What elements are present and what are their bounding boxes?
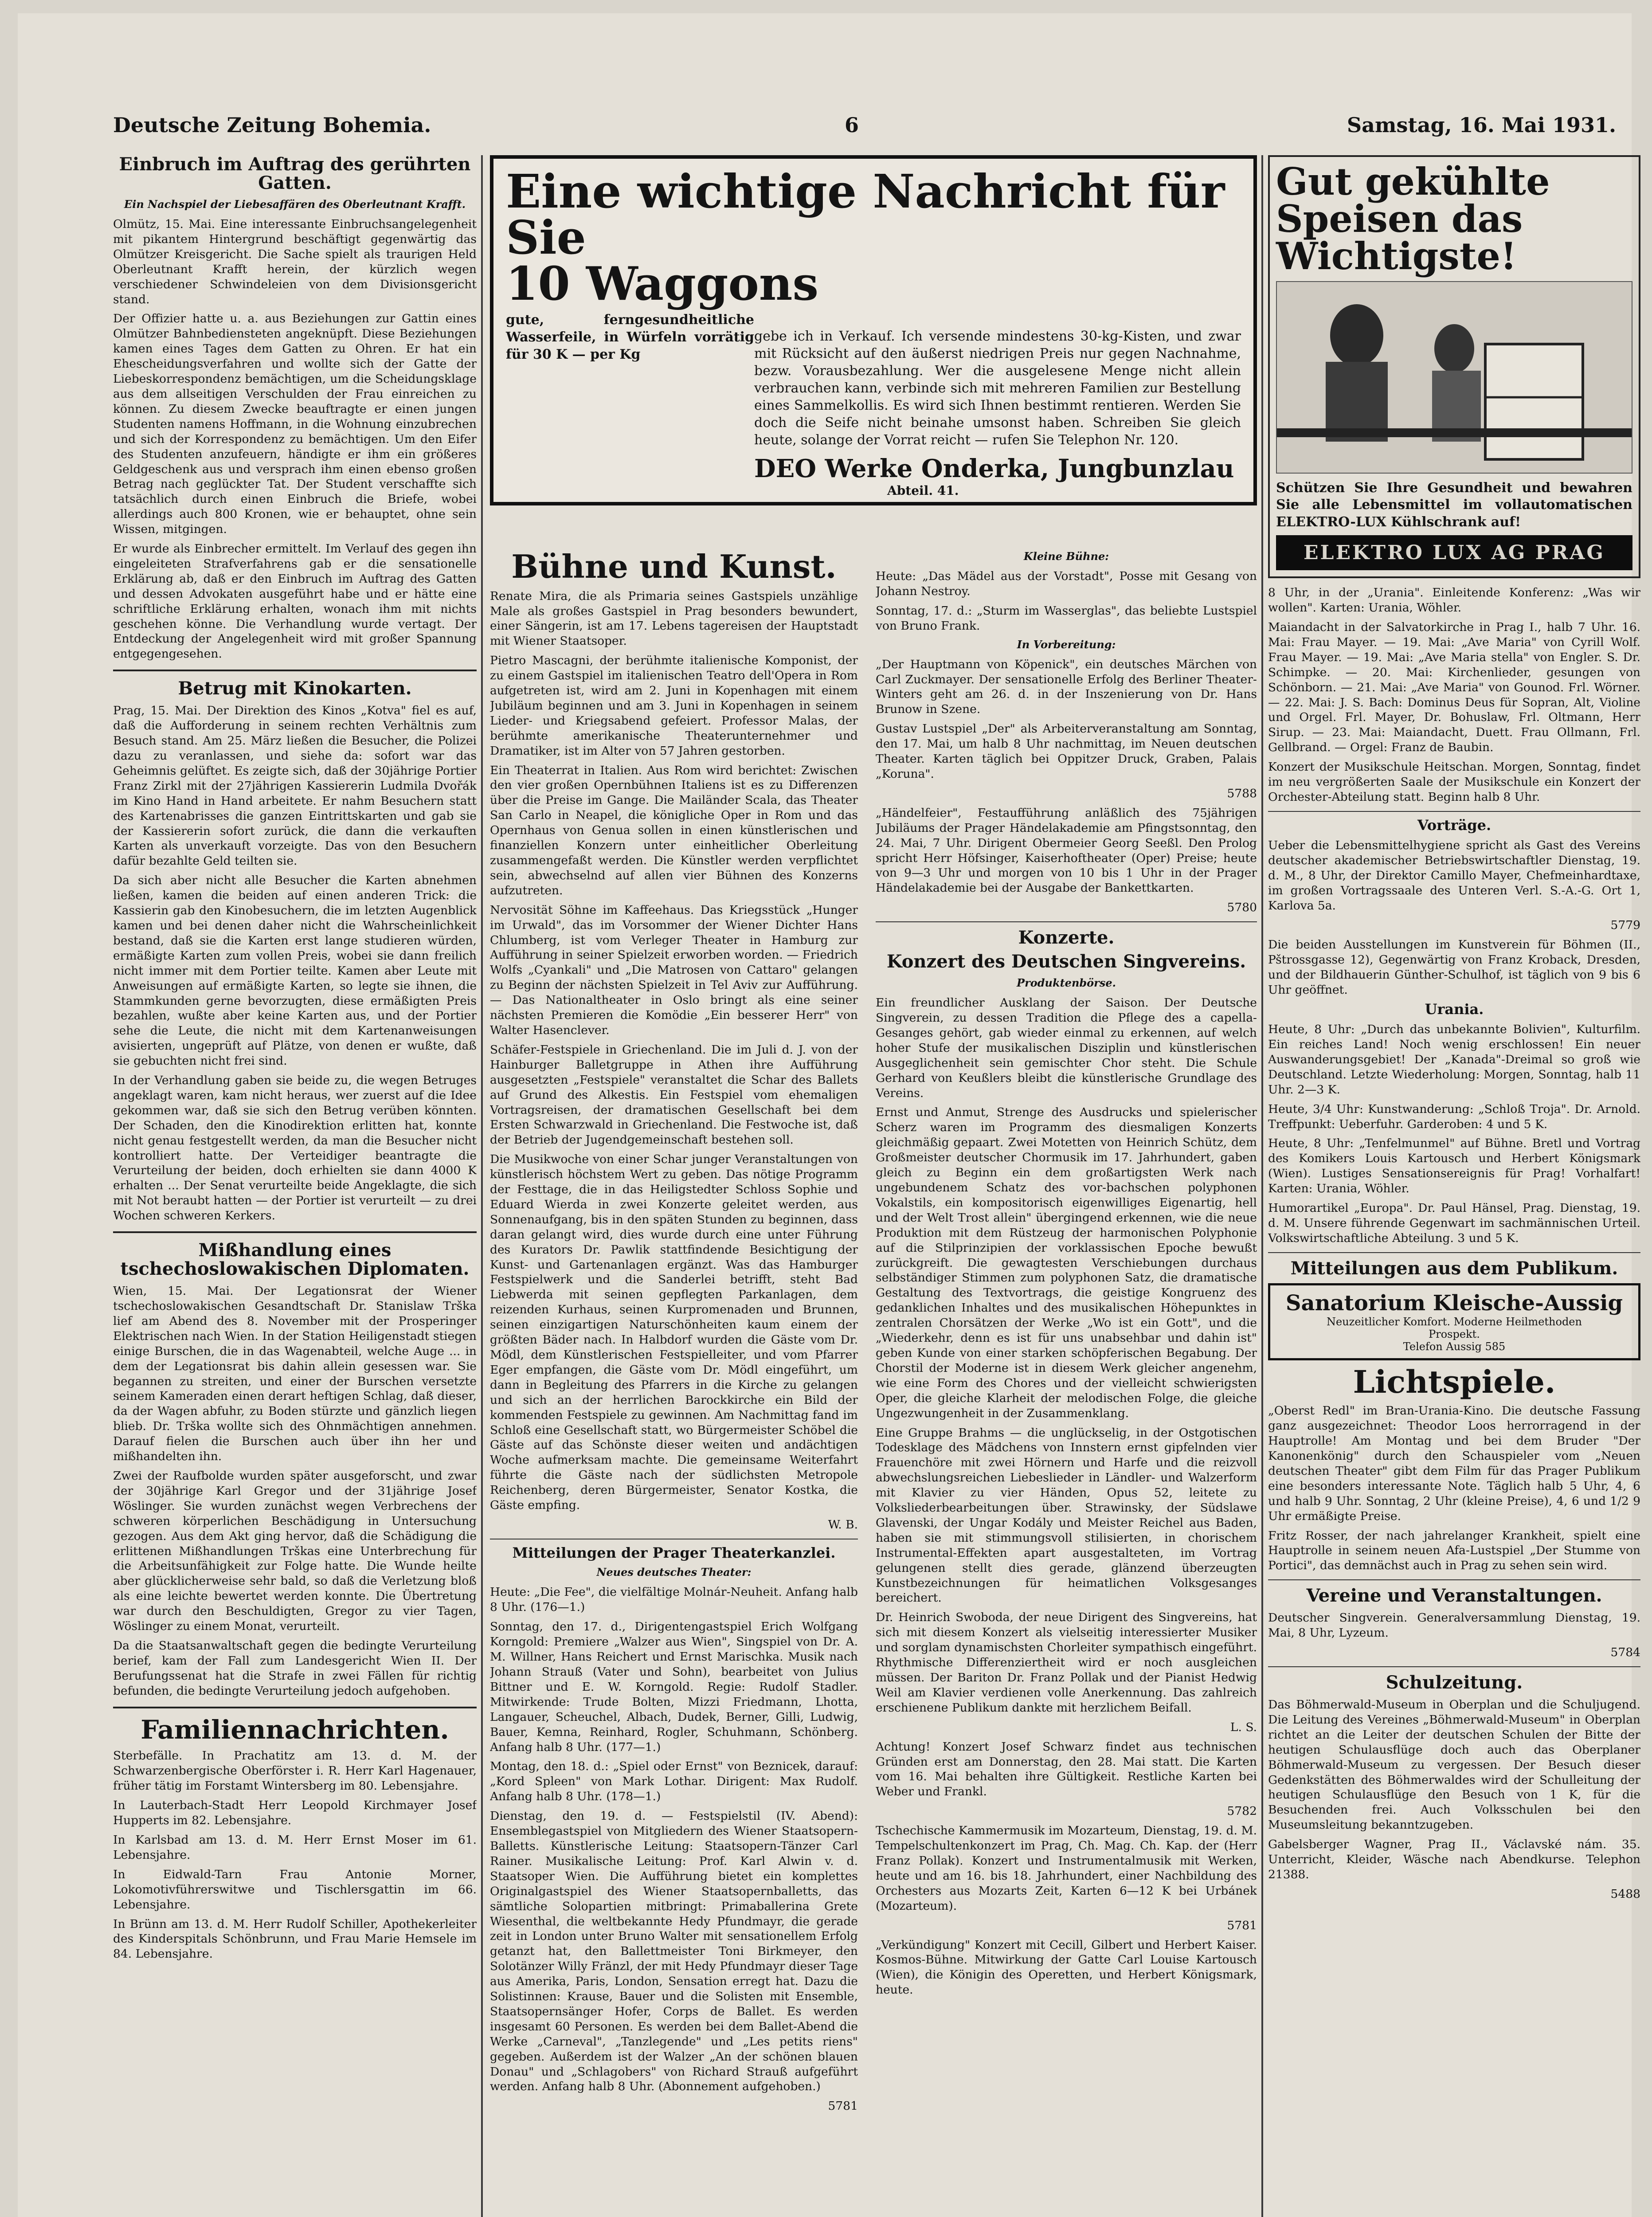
- column-middle-left: [490, 550, 858, 2217]
- section-title: Vorträge.: [1417, 816, 1491, 834]
- article-signature: L. S.: [1230, 1720, 1257, 1734]
- reference-number: 5788: [1227, 786, 1257, 800]
- article-paragraph: Der Offizier hatte u. a. aus Beziehungen zur Gattin eines Olmützer Bahnbediensteten angeknüpft. Diese Beziehungen kamen eines Tages dem Gatten zu Ohren. Er hat ein Ehescheidungsverfahren und wollte sich der Gatte der Liebeskorrespondenz bemächtigen, um die Scheidungsklage aus dem allseitigen Verschulden der Frau einreichen zu können. Zu diesem Zwecke beauftragte er einen jungen Studenten namens Hoffmann, in die Wohnung einzubrechen und sich der Korrespondenz zu bemächtigen. Um den Eifer des Studenten anzufeuern, händigte er ihm ein größeres Geldgeschenk aus und versprach ihm einen ebenso großen Betrag nach geglückter Tat. Der Student verschaffte sich tatsächlich durch einen Einbruch die Briefe, wobei allerdings auch 800 Kronen, wie er behauptet, ohne sein Wissen, mitgingen.: [113, 312, 477, 537]
- section-title: Schulzeitung.: [1386, 1672, 1523, 1693]
- article-subtitle: Produktenbörse.: [1017, 976, 1116, 990]
- ad-illustration: [1276, 281, 1632, 474]
- ad-small-text: gute, ferngesundheitliche Wasserfeile, in Würfeln vorrätig für 30 K — per Kg: [506, 312, 754, 362]
- article-paragraph: Heute: „Das Mädel aus der Vorstadt", Posse mit Gesang von Johann Nestroy.: [876, 569, 1257, 598]
- article-paragraph: Nervosität Söhne im Kaffeehaus. Das Kriegsstück „Hunger im Urwald", das im Vorsommer der Wiener Dichter Hans Chlumberg, ist vom Verleger Theater in Hamburg zur Aufführung in seiner Spielzeit erworben worden. — Friedrich Wolfs „Cyankali" und „Die Matrosen von Cattaro" gelangen zu Beginn der nächsten Spielzeit in Tel Aviv zur Aufführung. — Das Nationaltheater in Oslo bringt als eine seiner nächsten Premieren die Komödie „Ein besserer Herr" von Walter Hasenclever.: [490, 903, 858, 1037]
- sanatorium-line: Neuzeitlicher Komfort. Moderne Heilmethoden: [1327, 1315, 1582, 1328]
- article-paragraph: Schäfer-Festspiele in Griechenland. Die im Juli d. J. von der Hainburger Balletgruppe in Athen ihre Aufführung ausgesetzten „Festspiele" veranstaltet die Schar des Ballets auf Grund des Alkestis. Ein Festspiel vom ehemaligen Vortragsreisen, der dramatischen Gesellschaft bei dem Ersten Schwarzwald in Griechenland. Die Festwoche ist, daß der Betrieb der Jugendgemeinschaft bestehen soll.: [490, 1042, 858, 1147]
- page-number: 6: [845, 113, 859, 137]
- subsection-title: Mitteilungen der Prager Theaterkanzlei.: [512, 1544, 836, 1561]
- section-title: Vereine und Veranstaltungen.: [1306, 1585, 1602, 1606]
- ad-body: Schützen Sie Ihre Gesundheit und bewahren Sie alle Lebensmittel im vollautomatischen ELEKTRO-LUX Kühlschrank auf!: [1276, 480, 1632, 530]
- article-title: Konzert des Deutschen Singvereins.: [886, 951, 1246, 972]
- article-paragraph: Prag, 15. Mai. Der Direktion des Kinos „Kotva" fiel es auf, daß die Aufforderung in seinem rechten Verhältnis zum Besuch stand. Am 25. März ließen die Besucher, die Polizei dazu zu veranlassen, und siehe da: sofort war das Geheimnis gelüftet. Es zeigte sich, daß der 30jährige Portier Franz Zirkl mit der 27jährigen Kassiererin Ludmila Dvořák im Kino Hand in Hand arbeitete. Er nahm Besuchern statt des Kartenabrisses die ganzen Eintrittskarten und gab sie der Kassiererin sofort zurück, die dann die verkauften Karten als unverkauft vorzeigte. Das von den Besuchern dafür bezahlte Geld teilten sie.: [113, 704, 477, 868]
- article-paragraph: Ernst und Anmut, Strenge des Ausdrucks und spielerischer Scherz waren im Programm des diesmaligen Konzerts gleichmäßig gepaart. Zwei Motetten von Heinrich Schütz, dem Großmeister deutscher Chormusik im 17. Jahrhundert, gaben gleich zu Beginn ein dem großartigsten Werk nach ungebundenem Schatz des vor-bachschen polyphonen Vokalstils, ein kompositorisch eigenwilliges Eigenartig, hell und der Welt Trost allein" übergingend erkennen, wie die neue Produktion mit dem Rüstzeug der harmonischen Polyphonie auf die Stilprinzipien der vorklassischen Epoche bewußt zurückgreift. Die gewagtesten Verschiebungen durchaus selbständiger Stimmen zum polyphonen Satz, die dramatische Gestaltung des Textvortrags, die geistige Kongruenz des gedanklichen Inhaltes und des musikalischen Höhepunktes in zentralen Chorsätzen der Werke „Wo ist ein Gott", und die „Wiederkehr, denn es ist für uns unabsehbar und dahin ist" geben Kunde von einer starken schöpferischen Begabung. Der Chorstil der Moderne ist in diesem Werk gleicher angenehm, wie eine Form des Chores und der vielleicht schwierigsten Oper, die gleiche Klarheit der melodischen Folge, die gleiche Ungezwungenheit in der Zusammenklang.: [876, 1105, 1257, 1420]
- article-paragraph: Ein Theaterrat in Italien. Aus Rom wird berichtet: Zwischen den vier großen Opernbühnen Italiens ist es zu Differenzen über die Preise im Gange. Die Mailänder Scala, das Theater San Carlo in Neapel, die königliche Oper in Rom und das Opernhaus von Genua sollen in einen künstlerischen und finanziellen Konzern unter einheitlicher Oberleitung zusammengefaßt werden. Die Künstler werden verpflichtet sein, abwechselnd auf allen vier Bühnen des Konzerns aufzutreten.: [490, 763, 858, 897]
- newspaper-name: Deutsche Zeitung Bohemia.: [113, 113, 431, 137]
- divider: [113, 1707, 477, 1708]
- ad-headline-2: 10 Waggons: [506, 256, 819, 311]
- reference-number: 5781: [828, 2099, 858, 2113]
- section-title: Mitteilungen aus dem Publikum.: [1290, 1257, 1618, 1279]
- article-paragraph: Sterbefälle. In Prachatitz am 13. d. M. der Schwarzenbergische Oberförster i. R. Herr Karl Hagenauer, früher tätig im Forstamt Wintersberg im 80. Lebensjahre.: [113, 1749, 477, 1793]
- ad-headline: Eine wichtige Nachricht für Sie: [506, 164, 1225, 265]
- subsection-subtitle: Neues deutsches Theater:: [596, 1566, 752, 1579]
- article-paragraph: Dr. Heinrich Swoboda, der neue Dirigent des Singvereins, hat sich mit diesem Konzert als vielseitig interessierter Musiker und sorglam dynamischsten Chorleiter sympathisch eingeführt. Rhythmische Differenziertheit wird er noch ausgleichen müssen. Der Bariton Dr. Franz Pollak und der Pianist Hedwig Weil am Klavier verdienen volle Anerkennung. Das zahlreich erschienene Publikum dankte mit herzlichem Beifall.: [876, 1610, 1257, 1715]
- article-paragraph: In Eidwald-Tarn Frau Antonie Morner, Lokomotivführerswitwe und Tischlersgattin im 66. Lebensjahre.: [113, 1867, 477, 1911]
- ad-title: Gut gekühlte Speisen das Wichtigste!: [1276, 160, 1550, 278]
- article-paragraph: In der Verhandlung gaben sie beide zu, die wegen Betruges angeklagt waren, kam nicht heraus, wer zuerst auf die Idee gekommen war, daß sie sich den Betrug verüben könnten. Der Schaden, den die Kinodirektion erlitten hat, konnte nicht genau festgestellt werden, da man die Besucher nicht kontrolliert hatte. Der Verteidiger beantragte die Verurteilung der beiden, doch erhielten sie dann 4000 K erhalten ... Der Senat verurteilte beide Angeklagte, die sich mit Not beraubt hatten — der Portier ist verurteilt — zu drei Wochen schweren Kerkers.: [113, 1073, 477, 1223]
- reference-number: 5488: [1610, 1887, 1640, 1901]
- column-right: [1268, 155, 1640, 2217]
- section-title: Lichtspiele.: [1353, 1363, 1556, 1400]
- article-paragraph: Gabelsberger Wagner, Prag II., Václavské nám. 35. Unterricht, Kleider, Wäsche nach Abendkurse. Telephon 21388.: [1268, 1837, 1640, 1881]
- section-title: Urania.: [1425, 1000, 1484, 1018]
- article-paragraph: Konzert der Musikschule Heitschan. Morgen, Sonntag, findet im neu vergrößerten Saale der Musikschule ein Konzert der Orchester-Abteilung statt. Beginn halb 8 Uhr.: [1268, 760, 1640, 804]
- article-paragraph: Fritz Rosser, der nach jahrelanger Krankheit, spielt eine Hauptrolle in seinem neuen Afa-Lustspiel „Der Stumme von Portici", das demnächst auch in Prag zu sehen sein wird.: [1268, 1528, 1640, 1573]
- issue-date: Samstag, 16. Mai 1931.: [1347, 113, 1616, 137]
- divider: [1268, 1252, 1640, 1253]
- article-subtitle: Ein Nachspiel der Liebesaffären des Oberleutnant Krafft.: [124, 198, 466, 211]
- divider: [1268, 811, 1640, 812]
- sanatorium-line: Prospekt.: [1429, 1328, 1480, 1340]
- article-paragraph: Heute: „Die Fee", die vielfältige Molnár-Neuheit. Anfang halb 8 Uhr. (176—1.): [490, 1585, 858, 1614]
- article-paragraph: Sonntag, 17. d.: „Sturm im Wasserglas", das beliebte Lustspiel von Bruno Frank.: [876, 603, 1257, 633]
- advertisement-deo: [490, 155, 1257, 537]
- newspaper-page: [18, 13, 1640, 2217]
- article-paragraph: In Lauterbach-Stadt Herr Leopold Kirchmayer Josef Hupperts im 82. Lebensjahre.: [113, 1798, 477, 1828]
- article-paragraph: Heute, 8 Uhr: „Tenfelmunmel" auf Bühne. Bretl und Vortrag des Komikers Louis Kartousch und Herbert Königsmark (Wien). Lustiges Sensationsereignis für Prag! Vorhalfart! Karten: Urania, Wöhler.: [1268, 1136, 1640, 1196]
- divider: [113, 1231, 477, 1233]
- ad-banner: ELEKTRO LUX AG PRAG: [1276, 535, 1632, 570]
- article-paragraph: Eine Gruppe Brahms — die unglückselig, in der Ostgotischen Todesklage des Mädchens von Innstern ernst gipfelnden vier Frauenchöre mit zwei Hörnern und Harfe und die reizvoll abwechslungsreichen Liebeslieder in Ländler- und Walzerform mit Klavier zu vier Händen, Opus 52, leitete zu Volksliederbearbeitungen über. Strawinsky, der Südslawe Glavenski, der Ungar Kodály und Meister Reichel aus Baden, haben sie mit stimmungsvoll stilisierten, in chorischem Instrumental-Effekten apart ausgestalteten, im Vortrag gelungenen stellt dies gerade, glänzend überzeugten Kunstbezeichnungen für heimatlichen Volksgesanges bereichert.: [876, 1426, 1257, 1605]
- article-paragraph: Ein freundlicher Ausklang der Saison. Der Deutsche Singverein, zu dessen Tradition die Pflege des a capella-Gesanges gehört, gab wieder einmal zu erkennen, auf welch hoher Stufe der musikalischen Disziplin und künstlerischen Ausgeglichenheit sein gemischter Chor steht. Die Schule Gerhard von Keußlers bleibt die künstlerische Grundlage des Vereins.: [876, 996, 1257, 1100]
- reference-number: 5782: [1227, 1804, 1257, 1818]
- article-paragraph: Montag, den 18. d.: „Spiel oder Ernst" von Beznicek, darauf: „Kord Spleen" von Mark Lothar. Dirigent: Max Rudolf. Anfang halb 8 Uhr. (178—1.): [490, 1759, 858, 1804]
- article-paragraph: Da die Staatsanwaltschaft gegen die bedingte Verurteilung berief, kam der Fall zum Landesgericht Wien II. Der Berufungssenat hat die Strafe in zwei Fällen für richtig befunden, die bedingte Verurteilung jedoch aufgehoben.: [113, 1638, 477, 1698]
- page-header: [113, 113, 1616, 145]
- column-left: [113, 155, 477, 2217]
- sanatorium-line: Telefon Aussig 585: [1403, 1340, 1506, 1353]
- article-paragraph: „Der Hauptmann von Köpenick", ein deutsches Märchen von Carl Zuckmayer. Der sensationelle Erfolg des Berliner Theater-Winters geht am 26. d. in der Inszenierung von Dr. Hans Brunow in Szene.: [876, 657, 1257, 717]
- article-paragraph: Achtung! Konzert Josef Schwarz findet aus technischen Gründen erst am Donnerstag, den 28. Mai statt. Die Karten vom 16. Mai behalten ihre Gültigkeit. Restliche Karten bei Weber und Frankl.: [876, 1739, 1257, 1799]
- article-paragraph: Wien, 15. Mai. Der Legationsrat der Wiener tschechoslowakischen Gesandtschaft Dr. Stanislaw Trška lief am Abend des 8. November mit der Prosperinger Elektrischen nach Wien. In der Station Heiligenstadt stiegen einige Burschen, die in das Wagenabteil, welche Auge ... in dem der Legationsrat bis dahin allein gesessen war. Sie begannen zu streiten, und einer der Burschen versetzte seinem Kameraden einen derart heftigen Schlag, daß dieser, da der Wagen abfuhr, zu Boden stürzte und gänzlich liegen blieb. Dr. Trška wollte sich des Ohnmächtigen annehmen. Darauf fielen die Burschen auch über ihn her und mißhandelten ihn.: [113, 1284, 477, 1464]
- article-paragraph: Die beiden Ausstellungen im Kunstverein für Böhmen (II., Pštrossgasse 12), Gegenwärtig von Franz Kroback, Dresden, und der Bildhauerin Günther-Schulhof, ist täglich von 9 bis 6 Uhr geöffnet.: [1268, 937, 1640, 997]
- reference-number: 5780: [1227, 901, 1257, 915]
- section-title: Familiennachrichten.: [141, 1714, 449, 1745]
- article-paragraph: 8 Uhr, in der „Urania". Einleitende Konferenz: „Was wir wollen". Karten: Urania, Wöhler.: [1268, 586, 1640, 615]
- article-paragraph: Das Böhmerwald-Museum in Oberplan und die Schuljugend. Die Leitung des Vereines „Böhmerwald-Museum" in Oberplan richtet an die Leiter der deutschen Schulen der Bitte der heutigen Schulausflüge doch auch das Oberplaner Böhmerwald-Museum zu vergessen. Der Besuch dieser Gedenkstätten des Böhmerwaldes wird der Schulleitung der heutigen Schulausflüge den Besuch von 1 K, für die Besuchenden frei. Auch Volksschulen bei den Museumsleitung bekanntzugeben.: [1268, 1697, 1640, 1832]
- column-divider: [481, 155, 483, 2217]
- article-paragraph: „Oberst Redl" im Bran-Urania-Kino. Die deutsche Fassung ganz ausgezeichnet: Theodor Loos herrorragend in der Hauptrolle! Am Montag und bei dem Bruder "Der Kanonenkönig" durch den Schauspieler vom „Neuen deutschen Theater" gibt dem Film für das Prager Publikum eine besonders interessante Note. Täglich halb 5 Uhr, 4, 6 und halb 9 Uhr. Sonntag, 2 Uhr (kleine Preise), 4, 6 und 1/2 9 Uhr ermäßigte Preise.: [1268, 1404, 1640, 1523]
- article-paragraph: In Brünn am 13. d. M. Herr Rudolf Schiller, Apothekerleiter des Kinderspitals Schönbrunn, und Frau Marie Hemsele im 84. Lebensjahre.: [113, 1917, 477, 1961]
- article-title: Mißhandlung eines tschechoslowakischen Diplomaten.: [120, 1240, 470, 1280]
- article-paragraph: Renate Mira, die als Primaria seines Gastspiels unzählige Male als großes Gastspiel in Prag besonders bewundert, einer Sängerin, ist am 17. Lebens tagereisen der Hauptstadt mit Wiener Staatsoper.: [490, 589, 858, 648]
- article-title: Einbruch im Auftrag des gerührten Gatten.: [119, 155, 471, 193]
- article-paragraph: Olmütz, 15. Mai. Eine interessante Einbruchsangelegenheit mit pikantem Hintergrund beschäftigt gegenwärtig das Olmützer Kreisgericht. Die Sache spielt als traurigen Held Oberleutnant Krafft herein, der kürzlich wegen verschiedener Schwindeleien von dem Divisionsgericht stand.: [113, 217, 477, 306]
- article-paragraph: Deutscher Singverein. Generalversammlung Dienstag, 19. Mai, 8 Uhr, Lyzeum.: [1268, 1611, 1640, 1640]
- divider: [1268, 1666, 1640, 1667]
- reference-number: 5779: [1610, 918, 1640, 932]
- article-paragraph: Die Musikwoche von einer Schar junger Veranstaltungen von künstlerisch höchstem Wert zu geben. Das nötige Programm der Festtage, die in das Heiligstedter Schloss Sophie und Eduard Wierda in zwei Konzerte geleitet werden, aus Sonnenaufgang, bis in den späten Stunden zu beginnen, dass daran gelangt wird, dies wurde durch eine unter Führung des Kurators Dr. Pawlik stattfindende Besichtigung der Kunst- und Gartenanlagen ergänzt. Was das Hamburger Festspielwerk und die Sanderlei betrifft, steht Bad Liebwerda mit seinen gepflegten Parkanlagen, dem reizenden Kurhaus, seinen Kurpromenaden und Brunnen, seinen einzigartigen Naturschönheiten kaum einem der größten Bäder nach. In Halbdorf wurden die Gäste vom Dr. Mödl, dem Künstlerischen Festspielleiter, und vom Pfarrer Eger empfangen, die Gäste vom Dr. Mödl eingeführt, um dann in Begleitung des Pfarrers in die Kirche zu gelangen und sich an der herrlichen Barockkirche ein Bild der kommenden Festspiele zu gewinnen. Am Nachmittag fand im Schloß eine Gesellschaft statt, wo Bürgermeister Schöbel die Gäste auf das Schönste dieser weiten und andächtigen Woche aufmerksam machte. Die gemeinsame Weiterfahrt führte die Gäste nach der südlichsten Metropole Reichenberg, deren Bürgermeister, Senator Kostka, die Gäste empfing.: [490, 1152, 858, 1512]
- column-middle-right: [876, 550, 1257, 2217]
- article-paragraph: Da sich aber nicht alle Besucher die Karten abnehmen ließen, kamen die beiden auf einen anderen Trick: die Kassierin gab den Kinobesuchern, die im letzten Augenblick kamen und bei denen daher nicht die Wahrscheinlichkeit bestand, daß sie die Karten erst lange studieren würden, ermäßigte Karten zum vollen Preis, wobei sie dann freilich nicht immer mit dem Portier teilte. Kamen aber Leute mit Anweisungen auf ermäßigte Karten, so legte sie ihnen, die Stammkunden gerne bevorzugten, diese ermäßigten Preis bezahlen, wußte aber keine Karten aus, und der Portier sehe die Leute, die nicht mit dem Kartenanweisungen avisierten, ungeprüft auf Plätze, von denen er wußte, daß sie gebuchten nicht frei sind.: [113, 873, 477, 1068]
- article-paragraph: Heute, 8 Uhr: „Durch das unbekannte Bolivien", Kulturfilm. Ein reiches Land! Noch wenig erschlossen! Ein neuer Auswanderungsgebiet! Der „Kanada"-Dreimal so groß wie Deutschland. Letzte Wiederholung: Morgen, Sonntag, halb 11 Uhr. 2—3 K.: [1268, 1022, 1640, 1097]
- article-paragraph: In Karlsbad am 13. d. M. Herr Ernst Moser im 61. Lebensjahre.: [113, 1833, 477, 1862]
- reference-number: 5784: [1610, 1645, 1640, 1660]
- article-paragraph: Maiandacht in der Salvatorkirche in Prag I., halb 7 Uhr. 16. Mai: Frau Mayer. — 19. Mai: „Ave Maria" von Cyrill Wolf. Frau Mayer. — 19. Mai: „Ave Maria stella" von Engler. S. Dr. Schimpke. — 20. Mai: Kirchenlieder, gesungen von Schönborn. — 21. Mai: „Ave Maria" von Gounod. Frl. Wörner. — 22. Mai: J. S. Bach: Dominus Deus für Sopran, Alt, Violine und Orgel. Frl. Mayer, Dr. Bohuslaw, Frl. Oltmann, Herr Sirup. — 23. Mai: Maiandacht, Duett. Frau Ollmann, Frl. Gellbrand. — Orgel: Franz de Baubin.: [1268, 620, 1640, 755]
- ad-body: gebe ich in Verkauf. Ich versende mindestens 30-kg-Kisten, und zwar mit Rücksicht auf den äußerst niedrigen Preis nur gegen Nachnahme, bezw. Vorausbezahlung. Wer die ausgelesene Menge nicht allein verbrauchen kann, verbinde sich mit mehreren Familien zur Bestellung eines Sammelkollis. Es wird sich Ihnen bestimmt rentieren. Werden Sie doch die Seife nicht beinahe umsonst haben. Schreiben Sie gleich heute, solange der Vorrat reicht — rufen Sie Telephon Nr. 120.: [754, 329, 1241, 448]
- article-paragraph: „Verkündigung" Konzert mit Cecill, Gilbert und Herbert Kaiser. Kosmos-Bühne. Mitwirkung der Gatte Carl Louise Kartousch (Wien), die Königin des Operetten, und Herbert Königsmark, heute.: [876, 1938, 1257, 1997]
- article-signature: W. B.: [828, 1517, 858, 1532]
- sanatorium-title: Sanatorium Kleische-Aussig: [1285, 1290, 1623, 1316]
- divider: [876, 921, 1257, 922]
- article-paragraph: Sonntag, den 17. d., Dirigentengastspiel Erich Wolfgang Korngold: Premiere „Walzer aus Wien", Singspiel von Dr. A. M. Willner, Hans Reichert und Ernst Marischka. Musik nach Johann Strauß (Vater und Sohn), bearbeitet von Julius Bittner und E. W. Korngold. Regie: Rudolf Stadler. Mitwirkende: Trude Bolten, Mizzi Friedmann, Lhotta, Langauer, Scheuchel, Albach, Dudek, Berner, Gilli, Ludwig, Bauer, Kemna, Reinhard, Rogler, Schuhmann, Schönberg. Anfang halb 8 Uhr. (177—1.): [490, 1620, 858, 1754]
- section-title: Bühne und Kunst.: [511, 550, 837, 585]
- article-title: Betrug mit Kinokarten.: [178, 678, 412, 699]
- divider: [1268, 1579, 1640, 1580]
- section-title: Konzerte.: [1018, 927, 1115, 948]
- article-paragraph: Heute, 3/4 Uhr: Kunstwanderung: „Schloß Troja". Dr. Arnold. Treffpunkt: Ueberfuhr. Garderoben: 4 und 5 K.: [1268, 1102, 1640, 1131]
- ad-firm: DEO Werke Onderka, Jungbunzlau: [754, 454, 1234, 483]
- article-paragraph: Er wurde als Einbrecher ermittelt. Im Verlauf des gegen ihn eingeleiteten Strafverfahrens gab er die sensationelle Erklärung ab, daß er den Einbruch im Auftrag des Gatten und dessen Advokaten ausgeführt habe und er hätte eine schriftliche Erklärung erhalten, wonach ihm mit nichts geschehen könne. Die Verhandlung wurde vertagt. Der Entdeckung der Angelegenheit wird mit großer Spannung entgegengesehen.: [113, 542, 477, 661]
- article-paragraph: Gustav Lustspiel „Der" als Arbeiterveranstaltung am Sonntag, den 17. Mai, um halb 8 Uhr nachmittag, im Neuen deutschen Theater. Karten täglich bei Oppitzer Druck, Graben, Palais „Koruna".: [876, 722, 1257, 781]
- subsection-title: In Vorbereitung:: [1017, 638, 1116, 651]
- column-divider: [1261, 155, 1263, 2217]
- article-paragraph: Ueber die Lebensmittelhygiene spricht als Gast des Vereins deutscher akademischer Betriebswirtschaftler Dienstag, 19. d. M., 8 Uhr, der Direktor Camillo Mayer, Chefmeinhardtaxe, im großen Vortragssaale des Unteren Verl. S.-A.-G. Ort 1, Karlova 5a.: [1268, 838, 1640, 913]
- advertisement-sanatorium: [1268, 1283, 1640, 1360]
- article-paragraph: Zwei der Raufbolde wurden später ausgeforscht, und zwar der 30jährige Karl Gregor und der 31jährige Josef Wöslinger. Sie wurden zunächst wegen Verbrechens der schweren körperlichen Beschädigung in Untersuchung gezogen. Aus dem Akt ging hervor, daß die Schädigung die erlittenen Mißhandlungen Trškas eine Unterbrechung für die Arbeitsunfähigkeit zur Folge hatte. Die Wunde heilte aber glücklicherweise sehr bald, so daß die Verletzung bloß als eine leichte bewertet werden konnte. Die Übertretung war durch den Beschuldigten, Gregor zu vier Tagen, Wöslinger zu einem Monat, verurteilt.: [113, 1469, 477, 1633]
- divider: [113, 670, 477, 671]
- article-paragraph: Pietro Mascagni, der berühmte italienische Komponist, der zu einem Gastspiel im italienischen Teatro dell'Opera in Rom aufgetreten ist, wird am 2. Juni in Kopenhagen mit einem Jubiläum beginnen und am 3. Juni in Kopenhagen in seinem Lieder- und Kriegsabend gefeiert. Professor Malas, der berühmte amerikanische Theaterunternehmer und Dramatiker, ist im Alter von 57 Jahren gestorben.: [490, 654, 858, 758]
- advertisement-elektrolux: [1268, 155, 1640, 578]
- reference-number: 5781: [1227, 1918, 1257, 1932]
- article-paragraph: Dienstag, den 19. d. — Festspielstil (IV. Abend): Ensemblegastspiel von Mitgliedern des Wiener Staatsopern-Balletts. Künstlerische Leitung: Staatsopern-Tänzer Carl Rainer. Musikalische Leitung: Prof. Karl Alwin v. d. Staatsoper Wien. Die Aufführung bietet ein komplettes Originalgastspiel des Wiener Staatsopernballetts, das sämtliche Solopartien mitbringt: Primaballerina Grete Wiesenthal, die weltbekannte Hedy Pfundmayr, die gerade zeit in London unter Bruno Walter mit sensationellem Erfolg getanzt hat, den Ballettmeister Toni Birkmeyer, den Solotänzer Willy Fränzl, der mit Hedy Pfundmayr dieser Tage aus Amerika, Paris, London, Sensation erregt hat. Dazu die Solistinnen: Krause, Bauer und die Solisten mit Ensemble, Staatsopernsänger Hofer, Corps de Ballet. Es werden insgesamt 60 Personen. Es werden bei dem Ballet-Abend die Werke „Carneval", „Tanzlegende" und „Les petits riens" gegeben. Außerdem ist der Walzer „An der schönen blauen Donau" und „Schlagobers" von Richard Strauß aufgeführt werden. Anfang halb 8 Uhr. (Abonnement aufgehoben.): [490, 1809, 858, 2094]
- article-paragraph: Humorartikel „Europa". Dr. Paul Hänsel, Prag. Dienstag, 19. d. M. Unsere führende Gegenwart im sachmännischen Urteil. Volkswirtschaftliche Abteilung. 3 und 5 K.: [1268, 1201, 1640, 1245]
- subsection-title: Kleine Bühne:: [1023, 550, 1109, 563]
- article-paragraph: Tschechische Kammermusik im Mozarteum, Dienstag, 19. d. M. Tempelschultenkonzert im Prag, Ch. Mag. Ch. Kap. der (Herr Franz Pollak). Konzert und Instrumentalmusik mit Werken, heute und am 16. bis 18. Jahrhundert, einer Nachbildung des Orchesters aus Mozarts Zeit, Karten 6—12 K bei Urbánek (Mozarteum).: [876, 1824, 1257, 1913]
- article-paragraph: „Händelfeier", Festaufführung anläßlich des 75jährigen Jubiläums der Prager Händelakademie am Pfingstsonntag, den 24. Mai, 7 Uhr. Dirigent Obermeier Georg Seeßl. Den Prolog spricht Herr Höfsinger, Kaiserhoftheater (Oper) Preise; heute von 9—3 Uhr und morgen von 10 bis 1 Uhr in der Prager Händelakademie bei der Ausgabe der Bankettkarten.: [876, 806, 1257, 895]
- ad-department: Abteil. 41.: [887, 483, 959, 498]
